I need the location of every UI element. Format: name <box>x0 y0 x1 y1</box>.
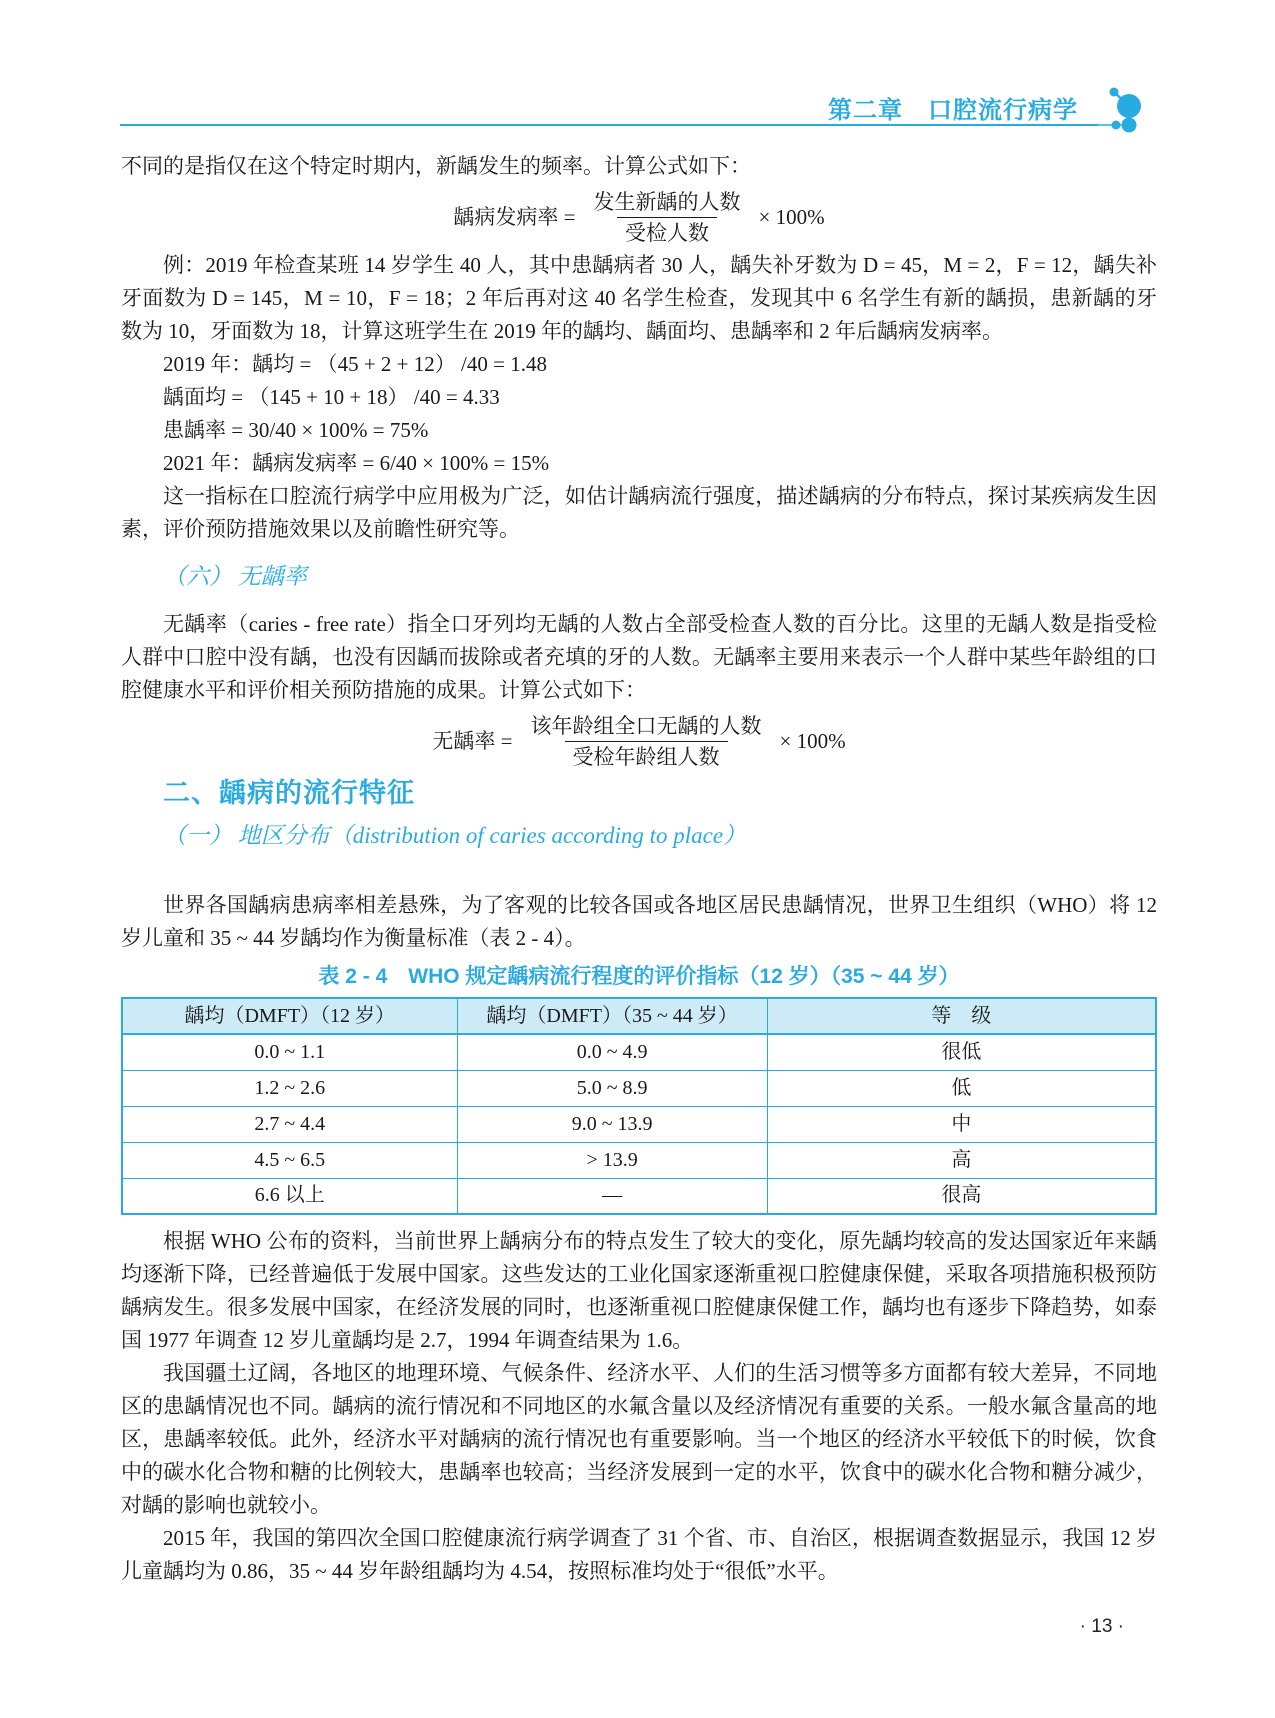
fraction <box>586 190 749 245</box>
table-row <box>122 1034 1156 1070</box>
table-cell: 6.6 以上 <box>122 1178 457 1214</box>
table-row <box>122 1178 1156 1214</box>
paragraph-2015-survey: 2015 年，我国的第四次全国口腔健康流行病学调查了 31 个省、市、自治区，根据调查数据显示，我国 12 岁儿童龋均为 0.86，35 ~ 44 岁年龄组龋均为 4.54，按照标准均处于“很低”水平。 <box>121 1526 1157 1583</box>
fraction-denominator: 受检年龄组人数 <box>565 741 728 769</box>
page-content <box>121 150 1157 1643</box>
fraction <box>523 714 770 769</box>
table-cell: 高 <box>767 1142 1156 1178</box>
heading-region-distribution: （一） 地区分布（distribution of caries according to place） <box>163 823 747 848</box>
formula-lhs: 无龋率 = <box>432 728 513 753</box>
table-row <box>122 1142 1156 1178</box>
calculation-line: 患龋率 = 30/40 × 100% = 75% <box>163 418 429 442</box>
paragraph-china-regions: 我国疆土辽阔，各地区的地理环境、气候条件、经济水平、人们的生活习惯等多方面都有较大差异，不同地区的患龋情况也不同。龋病的流行情况和不同地区的水氟含量以及经济情况有重要的关系。一般水氟含量高的地区，患龋率较低。此外，经济水平对龋病的流行情况也有重要影响。当一个地区的经济水平较低下的时候，饮食中的碳水化合物和糖的比例较大，患龋率也较高；当经济发展到一定的水平，饮食中的碳水化合物和糖分减少，对龋的影响也就较小。 <box>121 1361 1157 1517</box>
table-header-cell: 龋均（DMFT）（35 ~ 44 岁） <box>457 998 767 1034</box>
table-cell: 9.0 ~ 13.9 <box>457 1106 767 1142</box>
table-row <box>122 1106 1156 1142</box>
heading-epidemic-features: 二、龋病的流行特征 <box>163 778 415 808</box>
formula-lhs: 龋病发病率 = <box>453 204 576 229</box>
table-cell: 中 <box>767 1106 1156 1142</box>
formula-caries-free-rate <box>121 713 1157 769</box>
table-cell: 0.0 ~ 1.1 <box>122 1034 457 1070</box>
page-number: · 13 · <box>1079 1616 1124 1637</box>
molecule-logo-icon <box>1098 76 1162 140</box>
table-cell: 2.7 ~ 4.4 <box>122 1106 457 1142</box>
table-cell: 低 <box>767 1070 1156 1106</box>
table-cell: 很低 <box>767 1034 1156 1070</box>
paragraph-example: 例：2019 年检查某班 14 岁学生 40 人，其中患龋病者 30 人，龋失补牙数为 D = 45，M = 2，F = 12，龋失补牙面数为 D = 145，M = 10，F = 18；2 年后再对这 40 名学生检查，发现其中 6 名学生有新的龋损，患新龋的牙数为 10，牙面数为 18，计算这班学生在 2019 年的龋均、龋面均、患龋率和 2 年后龋病发病率。 <box>121 253 1157 343</box>
table-cell: — <box>457 1178 767 1214</box>
paragraph-caries-free: 无龋率（caries - free rate）指全口牙列均无龋的人数占全部受检查人数的百分比。这里的无龋人数是指受检人群中口腔中没有龋，也没有因龋而拔除或者充填的牙的人数。无龋率主要用来表示一个人群中某些年龄组的口腔健康水平和评价相关预防措施的成果。计算公式如下： <box>121 612 1157 702</box>
paragraph-significance: 这一指标在口腔流行病学中应用极为广泛，如估计龋病流行强度，描述龋病的分布特点，探讨某疾病发生因素，评价预防措施效果以及前瞻性研究等。 <box>121 484 1157 541</box>
table-header-cell: 等 级 <box>767 998 1156 1034</box>
chapter-header-title: 第二章 口腔流行病学 <box>828 97 1078 124</box>
fraction-denominator: 受检人数 <box>617 217 717 245</box>
calculation-line: 2021 年：龋病发病率 = 6/40 × 100% = 15% <box>163 451 550 475</box>
fraction-numerator: 该年龄组全口无龋的人数 <box>530 713 762 738</box>
formula-multiplier: × 100% <box>779 728 846 753</box>
formula-multiplier: × 100% <box>758 204 825 229</box>
paragraph-who-data: 根据 WHO 公布的资料，当前世界上龋病分布的特点发生了较大的变化，原先龋均较高的发达国家近年来龋均逐渐下降，已经普遍低于发展中国家。这些发达的工业化国家逐渐重视口腔健康保健，采取各项措施积极预防龋病发生。很多发展中国家，在经济发展的同时，也逐渐重视口腔健康保健工作，龋均也有逐步下降趋势，如泰国 1977 年调查 12 岁儿童龋均是 2.7，1994 年调查结果为 1.6。 <box>121 1229 1157 1352</box>
table-cell: 0.0 ~ 4.9 <box>457 1034 767 1070</box>
calculation-line: 龋面均 = （145 + 10 + 18） /40 = 4.33 <box>163 385 500 409</box>
table-header-cell: 龋均（DMFT）（12 岁） <box>122 998 457 1034</box>
table-cell: 4.5 ~ 6.5 <box>122 1142 457 1178</box>
heading-caries-free-rate: （六） 无龋率 <box>163 564 307 589</box>
table-cell: 很高 <box>767 1178 1156 1214</box>
who-dmft-table <box>121 997 1157 1215</box>
table-cell: > 13.9 <box>457 1142 767 1178</box>
table-header-row <box>122 998 1156 1034</box>
header-rule <box>120 124 1098 126</box>
formula-caries-incidence <box>121 189 1157 245</box>
paragraph-intro: 不同的是指仅在这个特定时期内，新龋发生的频率。计算公式如下： <box>121 154 751 178</box>
table-cell: 5.0 ~ 8.9 <box>457 1070 767 1106</box>
calculation-line: 2019 年：龋均 = （45 + 2 + 12） /40 = 1.48 <box>163 352 547 376</box>
table-caption: 表 2 - 4 WHO 规定龋病流行程度的评价指标（12 岁）（35 ~ 44 岁） <box>318 965 960 988</box>
table-cell: 1.2 ~ 2.6 <box>122 1070 457 1106</box>
fraction-numerator: 发生新龋的人数 <box>593 189 741 214</box>
paragraph-place: 世界各国龋病患病率相差悬殊，为了客观的比较各国或各地区居民患龋情况，世界卫生组织（WHO）将 12 岁儿童和 35 ~ 44 岁龋均作为衡量标准（表 2 - 4）。 <box>121 893 1157 950</box>
table-row <box>122 1070 1156 1106</box>
